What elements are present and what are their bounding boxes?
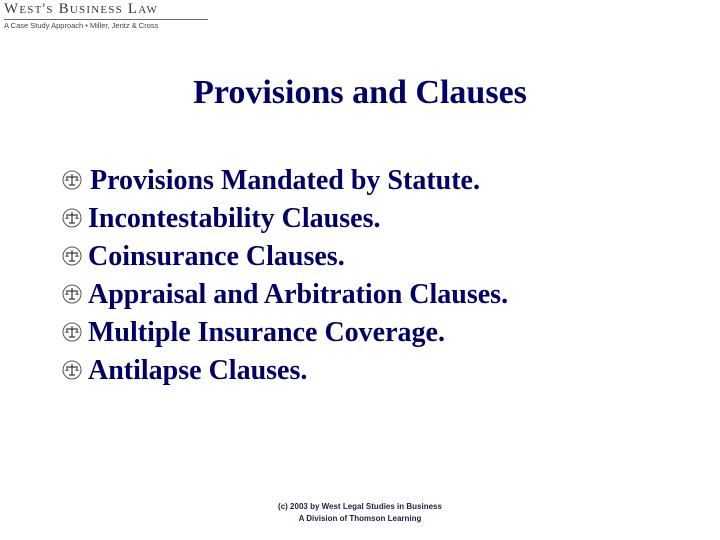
- scales-of-justice-icon: [62, 284, 82, 304]
- bullet-label: Provisions Mandated by Statute.: [90, 165, 480, 196]
- scales-of-justice-icon: [62, 170, 82, 190]
- logo-subtitle: A Case Study Approach • Miller, Jentz & Cross: [4, 21, 159, 30]
- logo-divider: [4, 19, 208, 20]
- slide-title: Provisions and Clauses: [193, 74, 527, 111]
- list-item: [62, 314, 508, 352]
- publisher-logo: [2, 0, 212, 34]
- list-item: [62, 238, 508, 276]
- bullet-label: Incontestability Clauses.: [88, 203, 381, 234]
- copyright-line: (c) 2003 by West Legal Studies in Business: [278, 502, 442, 511]
- scales-of-justice-icon: [62, 322, 82, 342]
- bullet-label: Antilapse Clauses.: [88, 355, 308, 386]
- scales-of-justice-icon: [62, 360, 82, 380]
- scales-of-justice-icon: [62, 208, 82, 228]
- copyright-footer: [0, 501, 720, 525]
- bullet-label: Coinsurance Clauses.: [88, 241, 345, 272]
- list-item: [62, 276, 508, 314]
- list-item: [62, 162, 508, 200]
- list-item: [62, 352, 508, 390]
- bullet-label: Appraisal and Arbitration Clauses.: [88, 279, 509, 310]
- list-item: [62, 200, 508, 238]
- bullet-list: [62, 162, 508, 390]
- publisher-line: A Division of Thomson Learning: [298, 514, 422, 523]
- bullet-label: Multiple Insurance Coverage.: [88, 317, 445, 348]
- logo-title: West's Business Law: [4, 1, 159, 17]
- scales-of-justice-icon: [62, 246, 82, 266]
